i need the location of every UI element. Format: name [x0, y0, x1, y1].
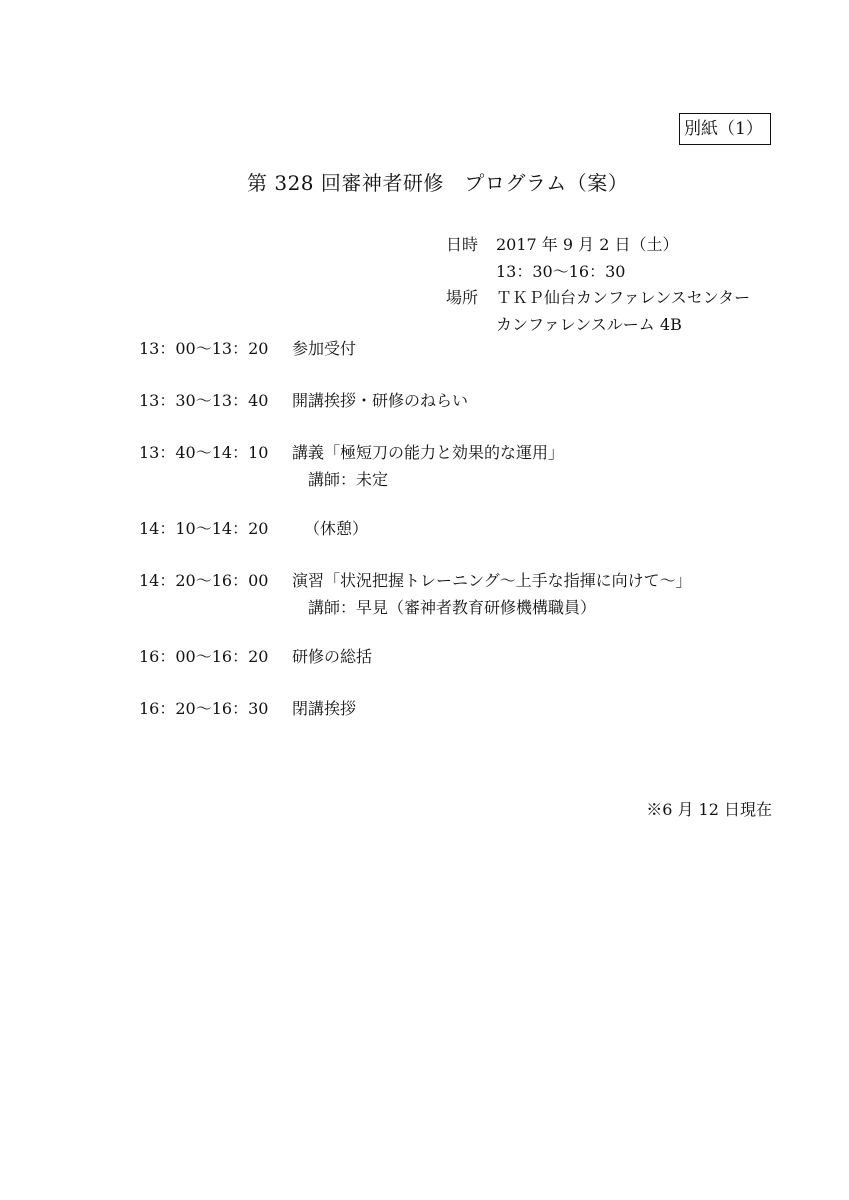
schedule-time: 13：30〜13：40: [139, 391, 269, 410]
schedule-time: 13：40〜14：10: [139, 443, 269, 462]
date-label: 日時: [446, 235, 479, 254]
schedule-time: 16：20〜16：30: [139, 699, 269, 718]
schedule-lecturer: 講師：未定: [308, 470, 389, 489]
schedule-title: 研修の総括: [292, 647, 373, 666]
schedule-title: 開講挨拶・研修のねらい: [292, 391, 469, 410]
place-label: 場所: [446, 288, 479, 307]
event-info: [446, 232, 750, 338]
time-row: [446, 259, 750, 286]
schedule-title: （休憩）: [304, 519, 369, 538]
room-row: [446, 312, 750, 339]
attachment-label: 別紙（1）: [679, 113, 771, 145]
schedule-time: 16：00〜16：20: [139, 647, 269, 666]
date-value: 2017 年 9 月 2 日（土）: [496, 235, 679, 254]
time-value: 13：30〜16：30: [496, 261, 626, 281]
as-of-note: ※6 月 12 日現在: [646, 800, 772, 819]
schedule-title: 講義「極短刀の能力と効果的な運用」: [292, 443, 565, 462]
schedule-title: 参加受付: [292, 339, 357, 358]
schedule-time: 13：00〜13：20: [139, 339, 269, 358]
page-title: 第 328 回審神者研修 プログラム（案）: [247, 171, 629, 195]
schedule-title: 閉講挨拶: [292, 699, 357, 718]
room-value: カンファレンスルーム 4B: [496, 314, 682, 334]
place-value: ＴＫＰ仙台カンファレンスセンター: [496, 288, 751, 307]
schedule-time: 14：10〜14：20: [139, 519, 269, 538]
schedule-title: 演習「状況把握トレーニング〜上手な指揮に向けて〜」: [292, 571, 692, 590]
schedule-lecturer: 講師：早見（審神者教育研修機構職員）: [308, 598, 597, 617]
date-row: [446, 232, 750, 259]
place-row: [446, 285, 750, 312]
schedule-time: 14：20〜16：00: [139, 571, 269, 590]
